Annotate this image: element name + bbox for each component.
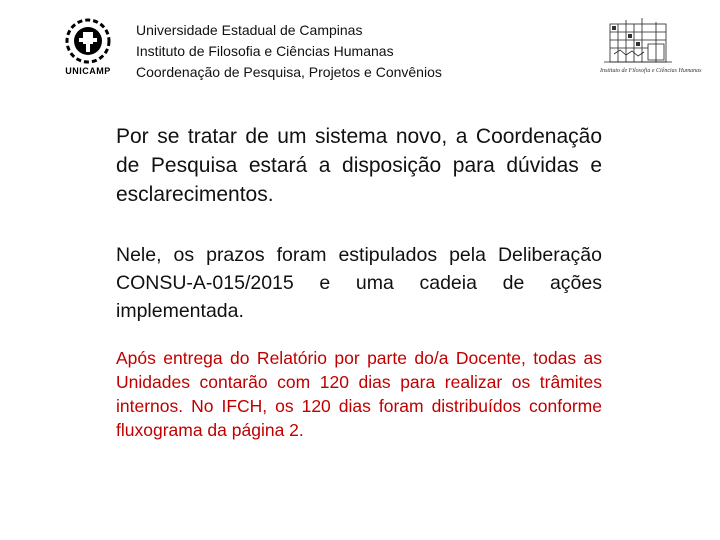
ifch-logo-caption: Instituto de Filosofia e Ciências Humanas (600, 68, 702, 74)
institution-header (136, 20, 442, 83)
paragraph-deliberation: Nele, os prazos foram estipulados pela Deliberação CONSU-A-015/2015 e uma cadeia de ações implementada. (116, 244, 602, 322)
department-name: Coordenação de Pesquisa, Projetos e Convênios (136, 64, 442, 80)
building-sketch-icon (600, 14, 676, 68)
unicamp-emblem-icon (56, 14, 120, 68)
university-name: Universidade Estadual de Campinas (136, 22, 363, 38)
paragraph-intro: Por se tratar de um sistema novo, a Coordenação de Pesquisa estará a disposição para dúvidas e esclarecimentos. (116, 125, 602, 206)
paragraph-deadline-highlight: Após entrega do Relatório por parte do/a Docente, todas as Unidades contarão com 120 dias para realizar os trâmites internos. No IFCH, os 120 dias foram distribuídos conforme fluxograma da página 2. (116, 348, 602, 440)
unicamp-wordmark: UNICAMP (65, 66, 111, 76)
institute-name: Instituto de Filosofia e Ciências Humanas (136, 43, 394, 59)
ifch-logo (600, 14, 702, 78)
unicamp-logo (56, 14, 120, 80)
